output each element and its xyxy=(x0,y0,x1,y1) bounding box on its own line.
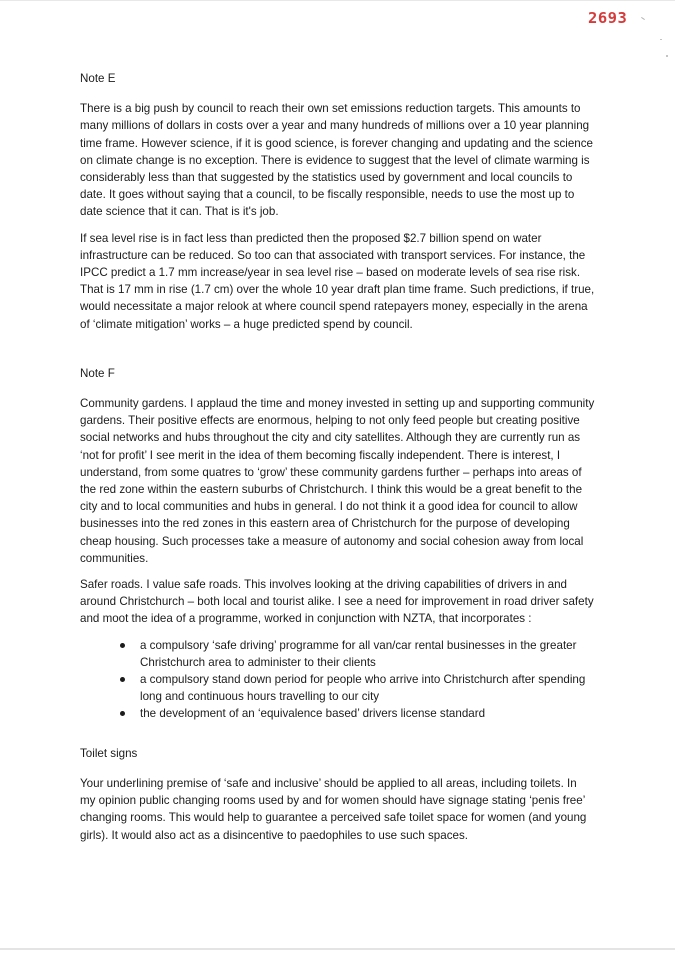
bullet-list xyxy=(80,637,595,722)
paragraph: Safer roads. I value safe roads. This involves looking at the driving capabilities of drivers in and around Christchurch – both local and tourist alike. I see a need for improvement in road driver safety and moot the idea of a programme, worked in conjunction with NZTA, that incorporates : xyxy=(80,578,594,626)
paragraph: Your underlining premise of ‘safe and inclusive’ should be applied to all areas, including toilets. In my opinion public changing rooms used by and for women should have signage stating ‘penis free’ changing rooms. This would help to guarantee a perceived safe toilet space for women (and young girls). It would also act as a disincentive to paedophiles to use such spaces. xyxy=(80,776,587,842)
paragraph: There is a big push by council to reach their own set emissions reduction targets. This amounts to many millions of dollars in costs over a year and many hundreds of millions over a 10 year planning time frame. However science, if it is good science, is forever changing and updating and the science on climate change is no exception. There is evidence to suggest that the level of climate warming is considerably less than that suggested by the statistics used by government and local councils to date. It goes without saying that a council, to be fiscally responsible, needs to use the most up to date science that it can. That is it's job. xyxy=(80,102,593,219)
note-f-section xyxy=(80,365,595,722)
scan-artifact xyxy=(660,39,662,40)
paragraph: Community gardens. I applaud the time and money invested in setting up and supporting community gardens. Their positive effects are enormous, helping to not only feed people but creating positive social networks and hubs throughout the city and city satellites. Although they are currently run as ‘not for profit’ I see merit in the idea of them becoming fiscally independent. There is interest, I understand, from some quatres to ‘grow’ these community gardens further – perhaps into areas of the red zone within the eastern suburbs of Christchurch. I think this would be a great benefit to the city and to local communities and hubs in general. I do not think it a good idea for council to allow businesses into the red zones in this eastern area of Christchurch for the purpose of developing cheap housing. Such processes take a measure of autonomy and social cohesion away from local communities. xyxy=(80,397,595,565)
bullet-icon xyxy=(120,643,125,648)
bullet-icon xyxy=(120,677,125,682)
list-item-text: the development of an ‘equivalence based’ drivers license standard xyxy=(140,706,486,720)
scan-top-edge xyxy=(0,0,675,1)
note-e-section xyxy=(80,70,595,333)
section-spacer xyxy=(80,342,595,365)
list-item xyxy=(80,671,595,705)
scan-artifact xyxy=(666,55,668,57)
page-number-stamp: 2693 xyxy=(588,9,628,27)
paragraph: If sea level rise is in fact less than predicted then the proposed $2.7 billion spend on water infrastructure can be reduced. So too can that associated with transport services. For instance, the IPCC predict a 1.7 mm increase/year in sea level rise – based on moderate levels of sea rise risk. That is 17 mm in rise (1.7 cm) over the whole 10 year draft plan time frame. Such predictions, if true, would necessitate a major relook at where council spend ratepayers money, especially in the arena of ‘climate mitigation’ works – a huge predicted spend by council. xyxy=(80,231,595,331)
scan-bottom-edge xyxy=(0,948,675,950)
toilet-signs-section xyxy=(80,745,595,844)
bullet-icon xyxy=(120,711,125,716)
section-spacer xyxy=(80,722,595,745)
list-item-text: a compulsory ‘safe driving’ programme for all van/car rental businesses in the greater Christchurch area to administer to their clients xyxy=(140,638,577,669)
list-item xyxy=(80,637,595,671)
document-body xyxy=(80,70,595,853)
section-heading: Note F xyxy=(80,366,115,380)
section-heading: Toilet signs xyxy=(80,746,138,760)
scan-tick-mark xyxy=(641,17,645,20)
list-item xyxy=(80,705,595,722)
list-item-text: a compulsory stand down period for people who arrive into Christchurch after spending long and continuous hours travelling to our city xyxy=(140,672,586,703)
section-heading: Note E xyxy=(80,72,116,85)
